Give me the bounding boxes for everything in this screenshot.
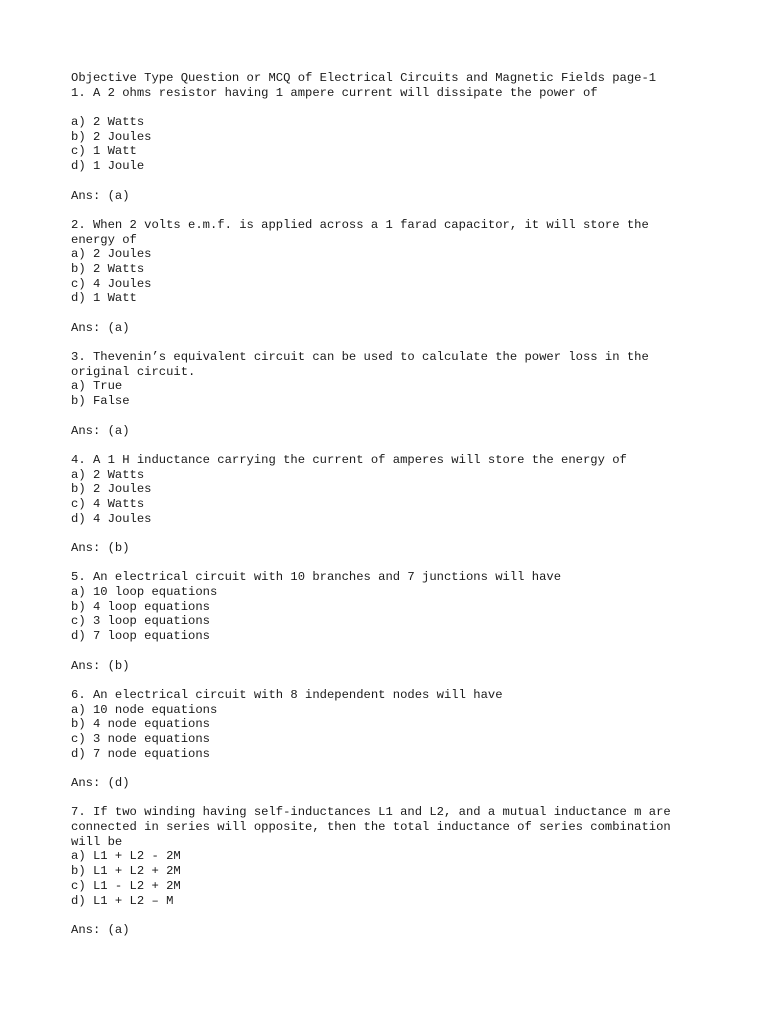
answer-option: d) 7 loop equations (71, 629, 210, 644)
question-block (71, 688, 711, 806)
blank-line (71, 100, 711, 115)
blank-line (71, 335, 711, 350)
answer-option: b) 2 Joules (71, 129, 152, 144)
answer-option: d) 1 Joule (71, 159, 145, 174)
answer-option: b) 2 Watts (71, 261, 145, 276)
question-text: will be (71, 834, 123, 849)
answer-key: Ans: (a) (71, 188, 130, 203)
blank-line (71, 438, 711, 453)
blank-line (71, 409, 711, 424)
answer-option: a) 2 Watts (71, 467, 145, 482)
document-title: Objective Type Question or MCQ of Electrical Circuits and Magnetic Fields page-1 (71, 71, 657, 85)
question-block (71, 350, 711, 453)
answer-option: c) L1 - L2 + 2M (71, 878, 181, 893)
answer-key: Ans: (b) (71, 658, 130, 673)
blank-line (71, 526, 711, 541)
question-text: energy of (71, 232, 137, 247)
question-text: 2. When 2 volts e.m.f. is applied across a 1 farad capacitor, it will store the (71, 217, 649, 232)
blank-line (71, 644, 711, 659)
question-block (71, 86, 711, 218)
question-block (71, 570, 711, 688)
answer-option: c) 3 node equations (71, 731, 210, 746)
question-block (71, 805, 711, 937)
blank-line (71, 174, 711, 189)
answer-option: c) 3 loop equations (71, 614, 210, 629)
answer-option: a) True (71, 379, 123, 394)
blank-line (71, 761, 711, 776)
question-text: 3. Thevenin’s equivalent circuit can be used to calculate the power loss in the (71, 350, 649, 365)
answer-option: c) 4 Joules (71, 276, 152, 291)
blank-line (71, 203, 711, 218)
question-text: 7. If two winding having self-inductances L1 and L2, and a mutual inductance m are (71, 805, 671, 820)
answer-option: b) 2 Joules (71, 482, 152, 497)
answer-option: d) L1 + L2 – M (71, 893, 174, 908)
answer-option: b) L1 + L2 + 2M (71, 864, 181, 879)
answer-option: d) 4 Joules (71, 511, 152, 526)
question-text: original circuit. (71, 364, 196, 379)
answer-option: d) 1 Watt (71, 291, 137, 306)
answer-key: Ans: (d) (71, 776, 130, 790)
blank-line (71, 306, 711, 321)
question-block (71, 218, 711, 350)
answer-option: a) 10 node equations (71, 702, 218, 717)
answer-option: b) 4 loop equations (71, 599, 210, 614)
blank-line (71, 673, 711, 688)
answer-option: a) 2 Joules (71, 247, 152, 262)
answer-option: c) 1 Watt (71, 144, 137, 159)
question-text: connected in series will opposite, then the total inductance of series combination (71, 820, 671, 835)
answer-key: Ans: (a) (71, 922, 130, 937)
answer-option: b) 4 node equations (71, 717, 210, 732)
answer-key: Ans: (a) (71, 423, 130, 438)
question-text: 4. A 1 H inductance carrying the current of amperes will store the energy of (71, 452, 627, 467)
answer-key: Ans: (a) (71, 320, 130, 335)
question-block (71, 453, 711, 571)
blank-line (71, 908, 711, 923)
answer-option: d) 7 node equations (71, 746, 210, 761)
document-page (71, 71, 711, 938)
question-text: 5. An electrical circuit with 10 branches and 7 junctions will have (71, 570, 562, 585)
answer-option: a) 10 loop equations (71, 585, 218, 600)
answer-option: a) L1 + L2 - 2M (71, 849, 181, 864)
blank-line (71, 791, 711, 806)
answer-option: c) 4 Watts (71, 496, 145, 511)
answer-option: a) 2 Watts (71, 115, 145, 130)
question-list (71, 86, 711, 938)
answer-key: Ans: (b) (71, 541, 130, 555)
answer-option: b) False (71, 394, 130, 409)
question-text: 1. A 2 ohms resistor having 1 ampere current will dissipate the power of (71, 85, 598, 100)
question-text: 6. An electrical circuit with 8 independent nodes will have (71, 687, 503, 702)
blank-line (71, 556, 711, 571)
